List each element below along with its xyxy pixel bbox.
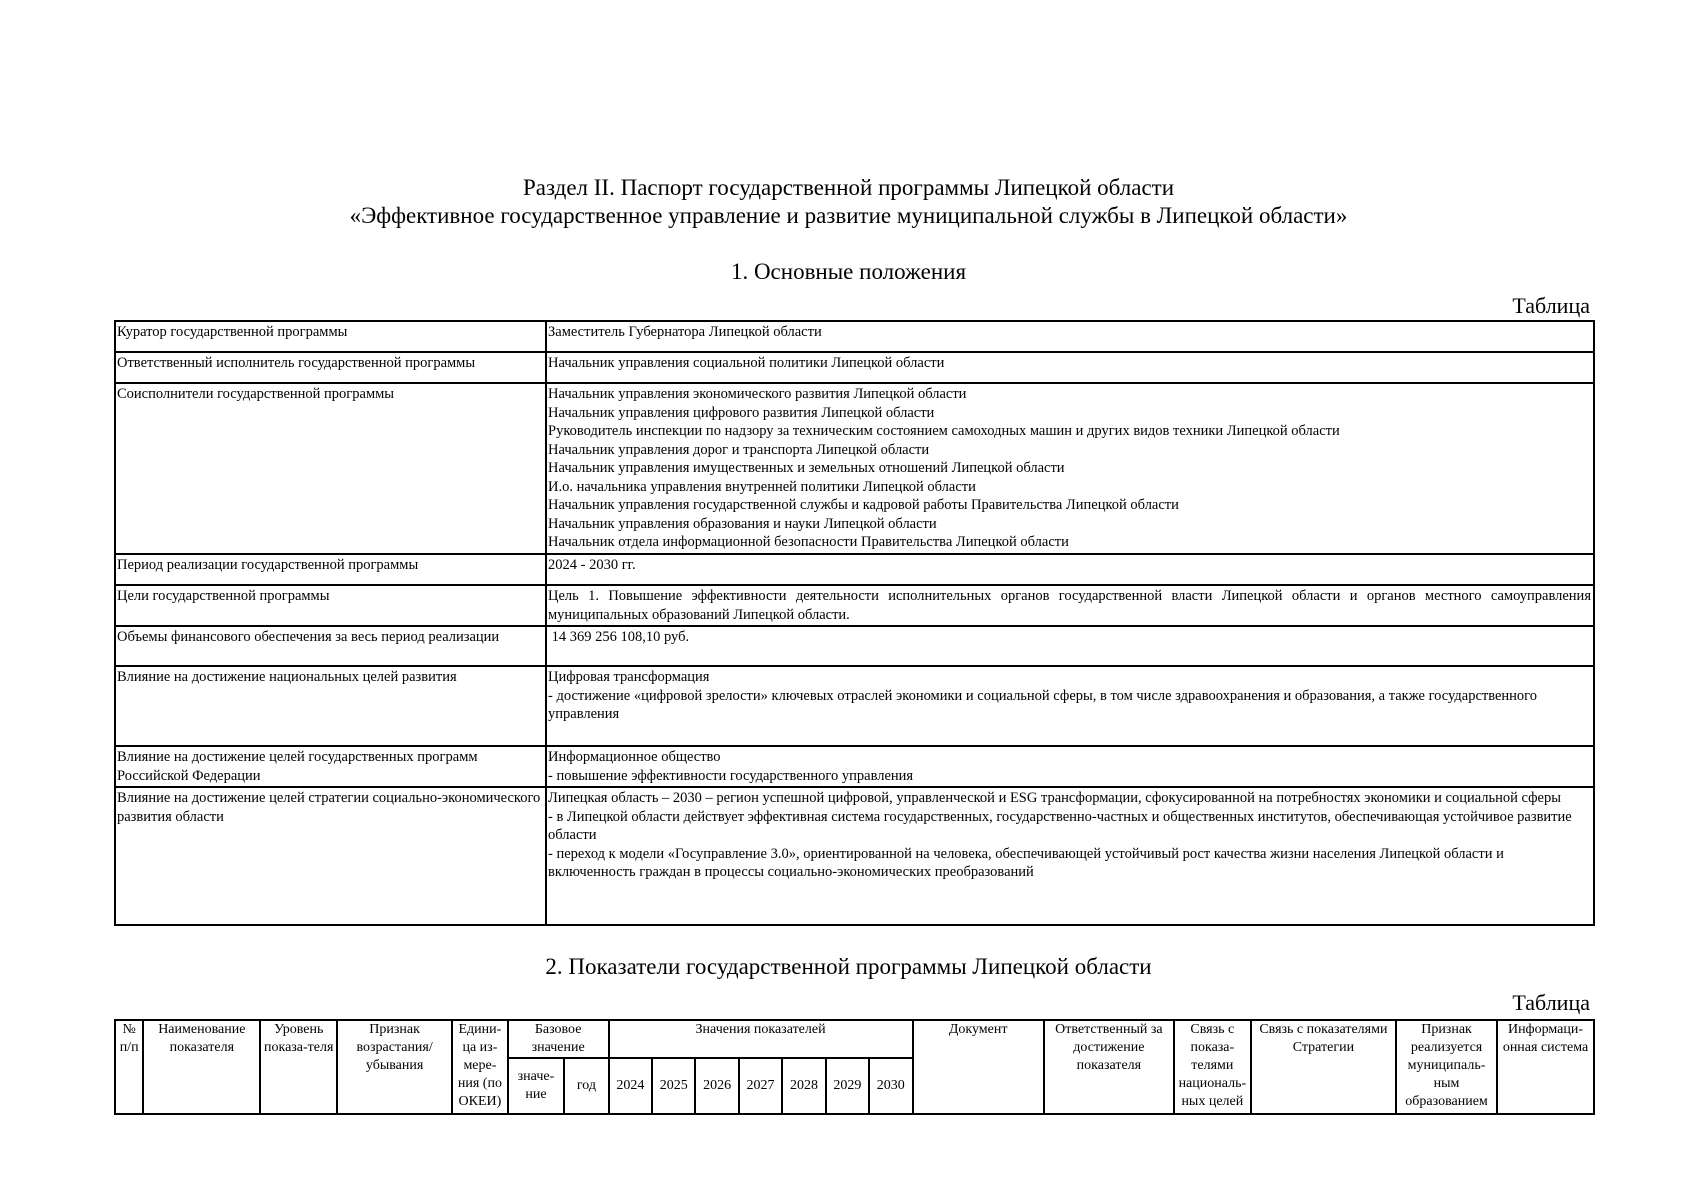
header-base-year: год	[564, 1058, 608, 1114]
header-row	[115, 1020, 1594, 1058]
row-value	[546, 585, 1594, 626]
header-year: 2027	[739, 1058, 782, 1114]
row-label: Ответственный исполнитель государственной программы	[115, 352, 546, 383]
value-line: Информационное общество	[548, 749, 721, 765]
value-line: Начальник отдела информационной безопасности Правительства Липецкой области	[548, 534, 1069, 550]
row-label: Объемы финансового обеспечения за весь период реализации	[115, 626, 546, 666]
row-value	[546, 383, 1594, 554]
section-2-table-label: Таблица	[1512, 990, 1590, 1015]
table-row	[115, 383, 1594, 554]
header-year: 2029	[826, 1058, 869, 1114]
header-year: 2024	[609, 1058, 652, 1114]
value-line: Начальник управления цифрового развития Липецкой области	[548, 404, 935, 421]
section-2-title: 2. Показатели государственной программы Липецкой области	[545, 954, 1152, 979]
value-line: Начальник управления экономического развития Липецкой области	[548, 386, 967, 402]
row-label: Влияние на достижение целей стратегии социально-экономического развития области	[115, 787, 546, 925]
value-line: Начальник управления государственной службы и кадровой работы Правительства Липецкой области	[548, 497, 1179, 513]
value-line: - повышение эффективности государственного управления	[548, 767, 914, 784]
table-row	[115, 585, 1594, 626]
table-row	[115, 787, 1594, 925]
value-line: Начальник управления образования и науки Липецкой области	[548, 515, 937, 532]
document-heading-line-1: Раздел II. Паспорт государственной программы Липецкой области	[522, 175, 1175, 200]
header-unit: Едини-ца из-мере-ния (по ОКЕИ)	[452, 1020, 508, 1114]
value-line: Начальник управления дорог и транспорта Липецкой области	[548, 441, 930, 458]
header-info-system: Информаци-онная система	[1497, 1020, 1594, 1114]
row-value	[546, 554, 1594, 585]
header-municipal: Признак реализуется муниципаль-ным образованием	[1396, 1020, 1497, 1114]
value-line: Заместитель Губернатора Липецкой области	[548, 324, 822, 340]
row-label: Соисполнители государственной программы	[115, 383, 546, 554]
passport-table	[114, 320, 1595, 926]
row-value	[546, 626, 1594, 666]
row-value	[546, 321, 1594, 352]
row-label: Период реализации государственной программы	[115, 554, 546, 585]
header-level: Уровень показа-теля	[260, 1020, 337, 1114]
document-heading-line-2: «Эффективное государственное управление и развитие муниципальной службы в Липецкой области»	[349, 203, 1348, 228]
header-trend: Признак возрастания/ убывания	[337, 1020, 452, 1114]
row-label: Влияние на достижение целей государственных программ Российской Федерации	[115, 746, 546, 787]
table-row	[115, 352, 1594, 383]
row-value	[546, 787, 1594, 925]
header-year: 2028	[782, 1058, 825, 1114]
header-year: 2025	[652, 1058, 695, 1114]
table-row	[115, 746, 1594, 787]
header-num: № п/п	[115, 1020, 143, 1114]
header-values: Значения показателей	[609, 1020, 913, 1058]
table-row	[115, 666, 1594, 746]
row-value	[546, 746, 1594, 787]
table-row	[115, 554, 1594, 585]
header-name: Наименование показателя	[143, 1020, 260, 1114]
header-base-value: значе-ние	[508, 1058, 565, 1114]
header-national-link: Связь с показа-телями националь-ных целей	[1174, 1020, 1251, 1114]
value-line: - переход к модели «Госуправление 3.0», ориентированной на человека, обеспечивающей устойчивый рост качества жизни населения Липецкой области и включенность граждан в процессы социально-экономических преобразований	[548, 845, 1504, 880]
row-label: Цели государственной программы	[115, 585, 546, 626]
value-line: - в Липецкой области действует эффективная система государственных, государственно-частных и общественных институтов, обеспечивающая устойчивое развитие области	[548, 808, 1572, 843]
indicators-table	[114, 1019, 1595, 1115]
header-document: Документ	[913, 1020, 1044, 1114]
value-line: Липецкая область – 2030 – регион успешной цифровой, управленческой и ESG трансформации, сфокусированной на потребностях экономики и социальной сферы	[548, 790, 1561, 806]
value-line: И.о. начальника управления внутренней политики Липецкой области	[548, 478, 976, 495]
section-1-title: 1. Основные положения	[730, 259, 967, 284]
value-line: Начальник управления имущественных и земельных отношений Липецкой области	[548, 460, 1065, 476]
table-row	[115, 626, 1594, 666]
table-row	[115, 321, 1594, 352]
header-responsible: Ответственный за достижение показателя	[1044, 1020, 1174, 1114]
value-line: Начальник управления социальной политики Липецкой области	[548, 355, 945, 371]
row-label: Влияние на достижение национальных целей развития	[115, 666, 546, 746]
value-line: Руководитель инспекции по надзору за техническим состоянием самоходных машин и других видов техники Липецкой области	[548, 423, 1340, 439]
value-line: Цель 1. Повышение эффективности деятельности исполнительных органов государственной власти Липецкой области и органов местного самоуправления муниципальных образований Липецкой области.	[548, 588, 1591, 623]
value-line: 2024 - 2030 гг.	[548, 557, 636, 573]
value-line: Цифровая трансформация	[548, 669, 710, 685]
header-year: 2030	[869, 1058, 912, 1114]
section-1-table-label: Таблица	[1512, 293, 1590, 318]
value-line: 14 369 256 108,10 руб.	[548, 629, 690, 645]
header-base: Базовое значение	[508, 1020, 609, 1058]
header-strategy-link: Связь с показателями Стратегии	[1251, 1020, 1396, 1114]
row-value	[546, 352, 1594, 383]
header-year: 2026	[695, 1058, 738, 1114]
row-value	[546, 666, 1594, 746]
row-label: Куратор государственной программы	[115, 321, 546, 352]
value-line: - достижение «цифровой зрелости» ключевых отраслей экономики и социальной сферы, в том числе здравоохранения и образования, а также государственного управления	[548, 687, 1538, 722]
